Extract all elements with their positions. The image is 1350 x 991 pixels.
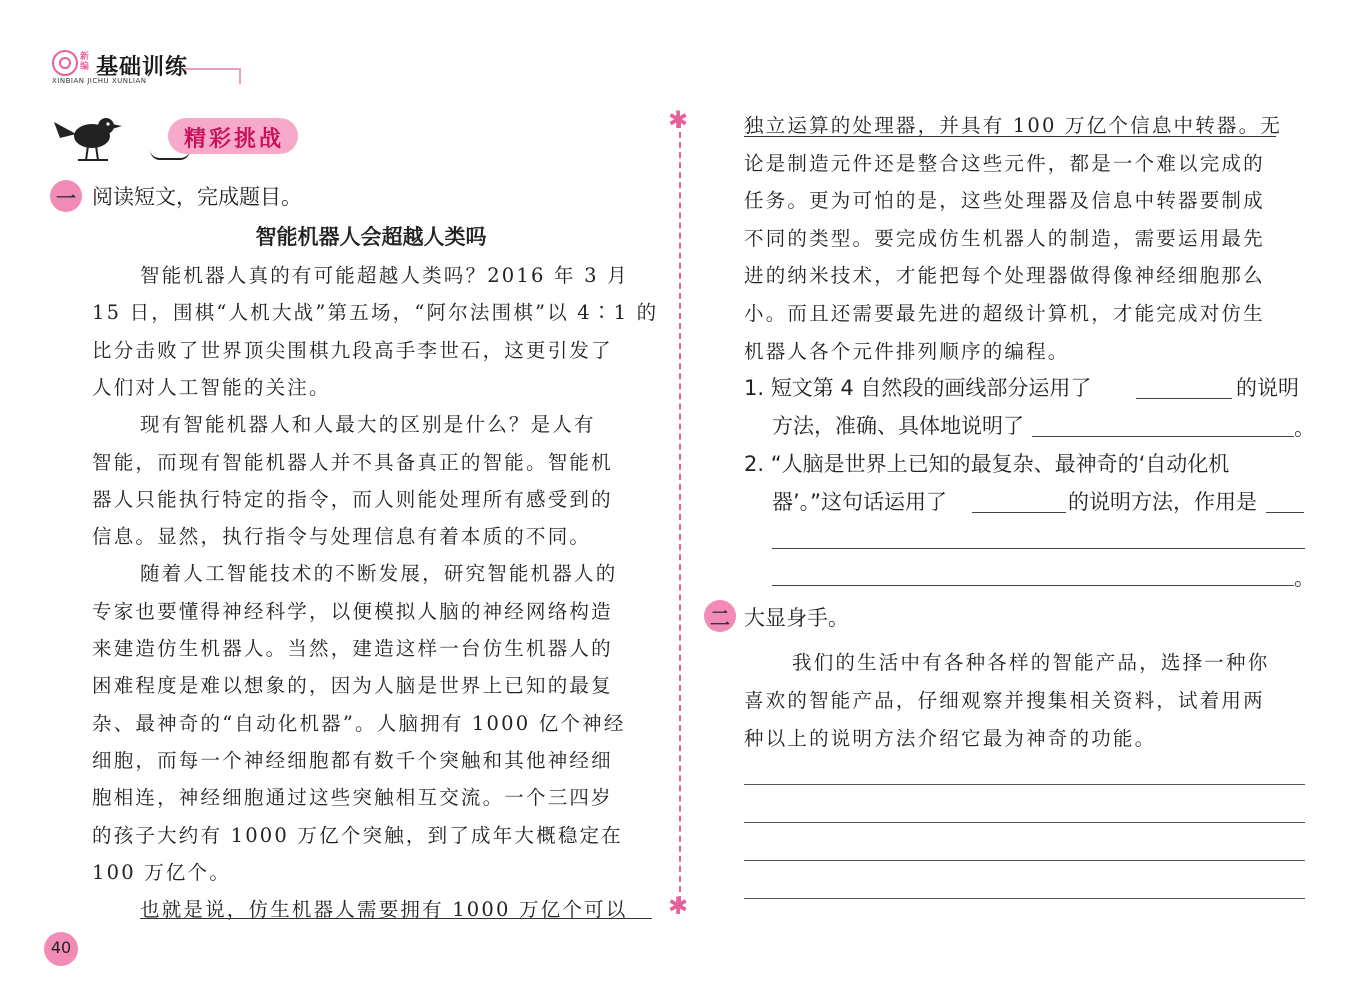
article-line: 胞相连，神经细胞通过这些突触相互交流。一个三四岁: [92, 786, 613, 810]
question-1-part-b: 的说明: [1236, 376, 1299, 400]
answer-blank-q1-content[interactable]: [1032, 436, 1294, 437]
page-number: 40: [50, 938, 72, 957]
page-number-badge: [44, 932, 78, 966]
article-line: 困难程度是难以想象的，因为人脑是世界上已知的最复: [92, 674, 613, 698]
answer-blank-q2-method[interactable]: [972, 512, 1066, 513]
logo-small-text: 新编: [80, 52, 90, 72]
part2-badge: [704, 600, 736, 632]
bird-icon: [50, 112, 130, 164]
question-2-part-b: 器’。”这句话运用了: [772, 490, 948, 514]
article-line: 信息。显然，执行指令与处理信息有着本质的不同。: [92, 525, 592, 549]
article-line: 随着人工智能技术的不断发展，研究智能机器人的: [140, 562, 618, 586]
article-line: 智能机器人真的有可能超越人类吗？2016 年 3 月: [140, 264, 629, 287]
article-line: 杂、最神奇的“自动化机器”。人脑拥有 1000 亿个神经: [92, 711, 626, 735]
star-icon: ✱: [668, 106, 689, 134]
article-line: 独立运算的处理器，并具有 100 万亿个信息中转器。无: [744, 114, 1283, 137]
logo-flower-icon: [52, 50, 78, 76]
article-line: 机器人各个元件排列顺序的编程。: [744, 339, 1070, 363]
writing-line[interactable]: [744, 860, 1305, 861]
prompt-line: 我们的生活中有各种各样的智能产品，选择一种你: [792, 651, 1270, 674]
question-1-end: 。: [1294, 416, 1315, 440]
question-2-part-a: 2. “人脑是世界上已知的最复杂、最神奇的‘自动化机: [744, 452, 1230, 476]
answer-blank-q2-effect-start[interactable]: [1266, 512, 1304, 513]
logo-decoration: [184, 68, 241, 84]
answer-blank-q1-method[interactable]: [1136, 398, 1232, 399]
writing-line[interactable]: [744, 784, 1305, 785]
series-logo: [52, 50, 202, 86]
article-line: 进的纳米技术，才能把每个处理器做得像神经细胞那么: [744, 264, 1265, 288]
article-line: 现有智能机器人和人最大的区别是什么？是人有: [140, 413, 596, 437]
article-line: 小。而且还需要最先进的超级计算机，才能完成对仿生: [744, 302, 1265, 325]
question-1-part-a: 1. 短文第 4 自然段的画线部分运用了: [744, 376, 1092, 400]
article-line: 人们对人工智能的关注。: [92, 375, 331, 399]
writing-line[interactable]: [744, 898, 1305, 899]
article-line: 的孩子大约有 1000 万亿个突触，到了成年大概稳定在: [92, 823, 623, 847]
question-2-part-c: 的说明方法，作用是: [1068, 490, 1257, 514]
part1-number: 一: [56, 186, 76, 210]
article-line: 来建造仿生机器人。当然，建造这样一台仿生机器人的: [92, 637, 613, 660]
answer-line-q2[interactable]: [772, 548, 1305, 549]
article-line: 智能，而现有智能机器人并不具备真正的智能。智能机: [92, 450, 613, 474]
part1-badge: [50, 180, 82, 212]
answer-line-q2[interactable]: [772, 585, 1294, 586]
article-line: 15 日，围棋“人机大战”第五场，“阿尔法围棋”以 4∶1 的: [92, 301, 659, 325]
article-line: 专家也要懂得神经科学，以便模拟人脑的神经网络构造: [92, 599, 613, 623]
question-2-end: 。: [1294, 566, 1315, 590]
question-1-part-c: 方法，准确、具体地说明了: [772, 414, 1024, 438]
article-line: 任务。更为可怕的是，这些处理器及信息中转器要制成: [744, 189, 1265, 213]
article-title: 智能机器人会超越人类吗: [255, 225, 487, 249]
article-line: 也就是说，仿生机器人需要拥有 1000 万亿个可以: [140, 898, 628, 922]
underline-mark: [744, 136, 1276, 137]
part1-instruction: 阅读短文，完成题目。: [92, 185, 302, 209]
underline-mark: [140, 918, 652, 919]
part2-number: 二: [710, 606, 730, 630]
writing-line[interactable]: [744, 822, 1305, 823]
column-divider: [679, 122, 681, 902]
article-line: 论是制造元件还是整合这些元件，都是一个难以完成的: [744, 151, 1265, 175]
logo-title: 基础训练: [96, 55, 189, 80]
section-banner: [50, 112, 285, 164]
star-icon: ✱: [668, 892, 689, 920]
logo-pinyin: XINBIAN JICHU XUNLIAN: [52, 77, 147, 85]
article-line: 器人只能执行特定的指令，而人则能处理所有感受到的: [92, 487, 613, 511]
prompt-line: 喜欢的智能产品，仔细观察并搜集相关资料，试着用两: [744, 689, 1265, 712]
banner-label: [168, 118, 298, 154]
part2-instruction: 大显身手。: [744, 606, 849, 630]
article-line: 100 万亿个。: [92, 860, 232, 884]
prompt-line: 种以上的说明方法介绍它最为神奇的功能。: [744, 727, 1157, 750]
article-line: 不同的类型。要完成仿生机器人的制造，需要运用最先: [744, 226, 1265, 250]
banner-text: 精彩挑战: [184, 127, 285, 152]
article-line: 细胞，而每一个神经细胞都有数千个突触和其他神经细: [92, 748, 613, 772]
article-line: 比分击败了世界顶尖围棋九段高手李世石，这更引发了: [92, 338, 613, 362]
